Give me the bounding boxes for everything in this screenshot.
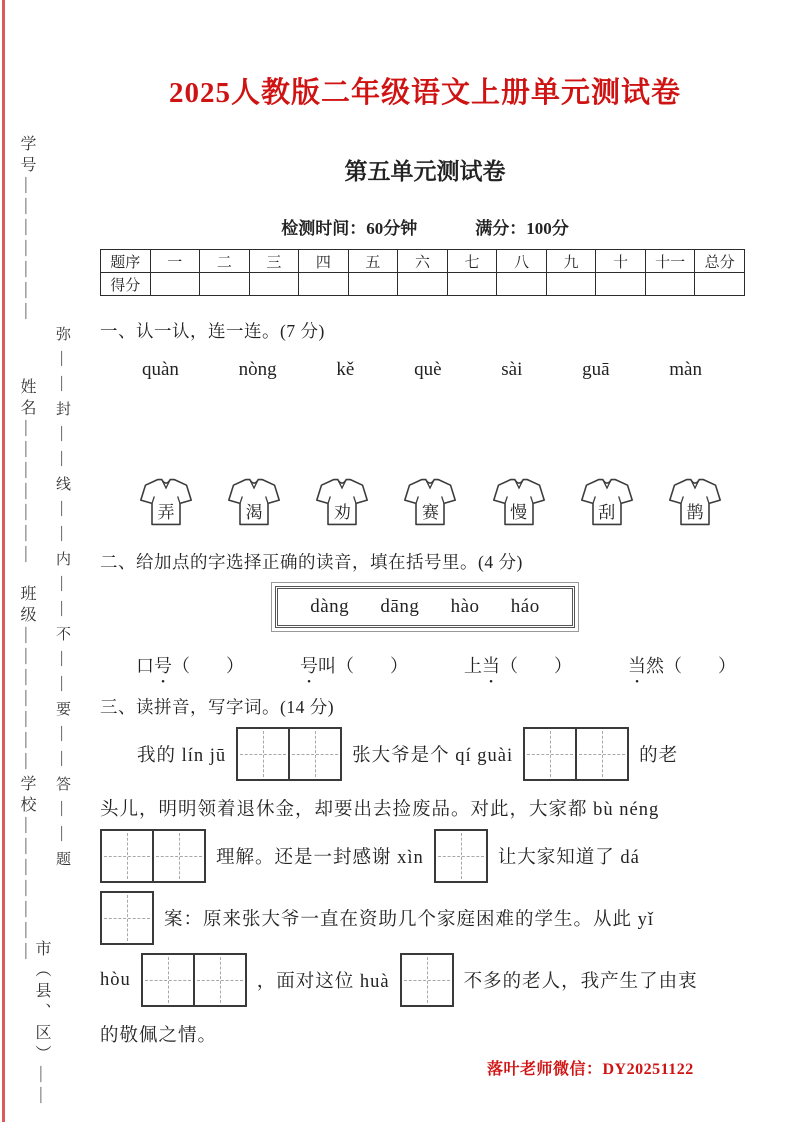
q2-item — [464, 652, 572, 678]
writing-cell — [102, 831, 154, 881]
bracket-open: （ — [172, 656, 190, 676]
score-cell — [398, 273, 448, 296]
dotted-char: 当 — [628, 656, 646, 676]
writing-cell — [195, 955, 245, 1005]
fill-line: ——————— — [18, 817, 35, 964]
pinyin-word: kě — [336, 359, 355, 380]
writing-cell — [238, 729, 290, 779]
q3-text: 的敬佩之情。 — [100, 1026, 218, 1046]
shirt-character: 弄 — [157, 503, 175, 522]
bracket-close: ） — [554, 656, 572, 676]
fill-line: ——————— — [18, 177, 35, 324]
q3-text: 头儿，明明领着退休金，却要出去捡废品。对此，大家都 bù néng — [100, 800, 660, 820]
score-cell — [695, 273, 745, 296]
fill-line: ——————— — [18, 627, 35, 774]
writing-grid — [141, 953, 247, 1007]
shirt-character: 慢 — [510, 503, 528, 522]
q3-text: 让大家知道了 dá — [497, 848, 640, 868]
shirt-card — [226, 473, 282, 531]
score-cell — [497, 273, 547, 296]
col-1: 一 — [150, 250, 200, 273]
writing-cell — [436, 831, 486, 881]
q2-item — [300, 652, 408, 678]
q2-item — [628, 652, 736, 678]
shirt-character: 鹊 — [686, 503, 704, 522]
col-10: 十 — [596, 250, 646, 273]
pinyin-word: quàn — [142, 359, 179, 380]
q3-text: 我的 lín jū — [137, 746, 227, 766]
question-order-label: 题序 — [101, 250, 151, 273]
exam-full-score: 满分：100分 — [475, 219, 569, 238]
dotted-char: 当 — [482, 656, 500, 676]
q3-text: 张大爷是个 qí guài — [352, 746, 514, 766]
score-table-score-row — [101, 273, 745, 296]
field-name — [15, 378, 38, 567]
bracket-open: （ — [664, 656, 682, 676]
writing-grid — [100, 829, 206, 883]
q1-shirt-row — [138, 473, 723, 531]
score-table-header-row — [101, 250, 745, 273]
writing-cell — [402, 955, 452, 1005]
writing-cell — [290, 729, 340, 779]
paper-title: 2025人教版二年级语文上册单元测试卷 — [168, 77, 681, 109]
word-char: 然 — [646, 656, 664, 676]
writing-cell — [577, 729, 627, 779]
shirt-card — [314, 473, 370, 531]
page-edge-line — [2, 0, 5, 1122]
col-6: 六 — [398, 250, 448, 273]
shirt-character: 渴 — [245, 503, 263, 522]
writing-grid — [523, 727, 629, 781]
pinyin-word: què — [414, 359, 442, 380]
col-2: 二 — [200, 250, 250, 273]
writing-cell — [102, 893, 152, 943]
writing-grid — [434, 829, 488, 883]
field-class — [15, 585, 38, 774]
bracket-close: ） — [226, 656, 244, 676]
fill-line: ——————— — [18, 420, 35, 567]
q3-text: 不多的老人，我产生了由衷 — [463, 972, 698, 992]
seal-line-text: 弥——封——线——内——不——要——答——题 — [54, 326, 70, 876]
pinyin-word: màn — [669, 359, 702, 380]
field-label: 班级 — [18, 585, 35, 627]
score-cell — [348, 273, 398, 296]
writing-grid — [100, 891, 154, 945]
score-cell — [299, 273, 349, 296]
q3-text: 的老 — [639, 746, 679, 766]
bracket-close: ） — [718, 656, 736, 676]
q3-line — [100, 891, 750, 945]
score-label: 得分 — [101, 273, 151, 296]
q3-line — [100, 953, 750, 1007]
shirt-character: 劝 — [333, 503, 351, 522]
field-school — [15, 775, 38, 964]
q3-text: hòu — [100, 969, 131, 990]
field-city-county — [30, 940, 53, 1108]
q3-text: ，面对这位 huà — [256, 972, 390, 992]
bracket-open: （ — [336, 656, 354, 676]
q2-answer-row — [136, 652, 736, 678]
pinyin-word: guā — [582, 359, 610, 380]
score-cell — [447, 273, 497, 296]
exam-time: 检测时间：60分钟 — [281, 219, 418, 238]
word-char: 叫 — [318, 656, 336, 676]
field-label: 学校 — [18, 775, 35, 817]
field-label: 市（县、区） — [33, 940, 50, 1066]
fill-line: —— — [33, 1066, 50, 1108]
col-9: 九 — [546, 250, 596, 273]
col-3: 三 — [249, 250, 299, 273]
q3-line — [100, 727, 750, 781]
q3-text: 案：原来张大爷一直在资助几个家庭困难的学生。从此 yǐ — [164, 910, 655, 930]
score-cell — [596, 273, 646, 296]
score-cell — [249, 273, 299, 296]
writing-cell — [525, 729, 577, 779]
bracket-close: ） — [390, 656, 408, 676]
shirt-card — [579, 473, 635, 531]
paper-content — [100, 70, 750, 1053]
q3-text: 理解。还是一封感谢 xìn — [216, 848, 424, 868]
shirt-character: 赛 — [421, 503, 439, 522]
col-11: 十一 — [645, 250, 695, 273]
col-7: 七 — [447, 250, 497, 273]
writing-grid — [400, 953, 454, 1007]
field-label: 学号 — [18, 135, 35, 177]
q1-heading: 一、认一认，连一连。(7 分) — [100, 321, 325, 341]
writing-grid — [236, 727, 342, 781]
total-score-label: 总分 — [695, 250, 745, 273]
q3-line — [100, 795, 750, 821]
shirt-card — [667, 473, 723, 531]
q3-line — [100, 829, 750, 883]
writing-cell — [143, 955, 195, 1005]
field-student-number — [15, 135, 38, 324]
dotted-char: 号 — [300, 656, 318, 676]
writing-cell — [154, 831, 204, 881]
shirt-card — [491, 473, 547, 531]
col-8: 八 — [497, 250, 547, 273]
shirt-card — [402, 473, 458, 531]
shirt-character: 刮 — [598, 503, 616, 522]
q3-line — [100, 1021, 750, 1047]
col-5: 五 — [348, 250, 398, 273]
q2-readings-wrap — [100, 586, 750, 628]
word-char: 口 — [136, 656, 154, 676]
q2-item — [136, 652, 244, 678]
q2-heading: 二、给加点的字选择正确的读音，填在括号里。(4 分) — [100, 552, 523, 572]
q2-readings-box: dàng dāng hào háo — [275, 586, 574, 628]
q1-pinyin-row — [142, 359, 702, 381]
footer-contact: 落叶老师微信：DY20251122 — [487, 1061, 694, 1078]
score-cell — [546, 273, 596, 296]
unit-title: 第五单元测试卷 — [344, 159, 506, 184]
score-cell — [645, 273, 695, 296]
word-char: 上 — [464, 656, 482, 676]
exam-meta — [100, 214, 750, 239]
pinyin-word: sài — [501, 359, 523, 380]
score-cell — [150, 273, 200, 296]
pinyin-word: nòng — [238, 359, 277, 380]
col-4: 四 — [299, 250, 349, 273]
q3-section — [100, 694, 750, 1047]
field-label: 姓名 — [18, 378, 35, 420]
dotted-char: 号 — [154, 656, 172, 676]
score-cell — [200, 273, 250, 296]
shirt-card — [138, 473, 194, 531]
q3-heading: 三、读拼音，写字词。(14 分) — [100, 697, 335, 717]
bracket-open: （ — [500, 656, 518, 676]
score-table — [100, 249, 745, 296]
